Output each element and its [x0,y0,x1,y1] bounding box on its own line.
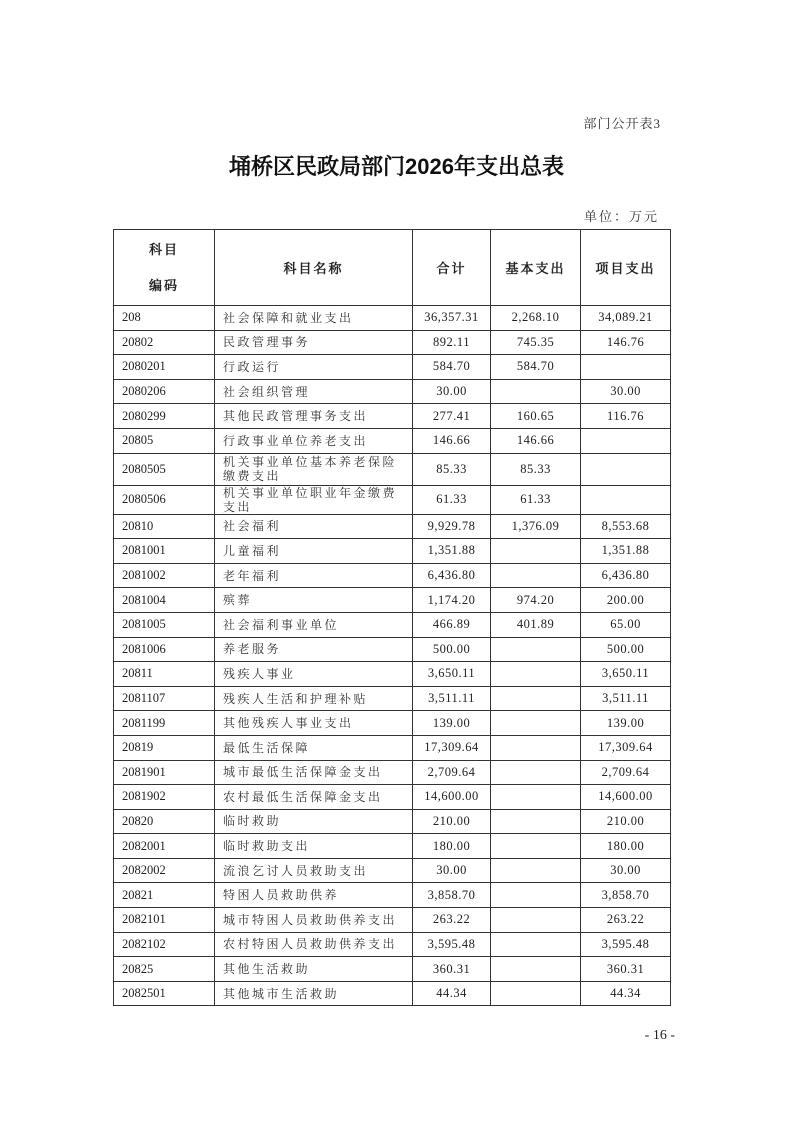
cell-total: 180.00 [413,834,491,859]
cell-name: 其他生活救助 [215,957,413,982]
page-number: - 16 - [644,1028,675,1043]
cell-name: 最低生活保障 [215,735,413,760]
cell-name: 儿童福利 [215,539,413,564]
cell-project: 1,351.88 [581,539,671,564]
unit-label: 单位：万元 [583,209,659,224]
cell-code: 20825 [114,957,215,982]
cell-total: 6,436.80 [413,563,491,588]
cell-name: 社会组织管理 [215,379,413,404]
cell-code: 2082002 [114,858,215,883]
table-row [114,932,671,957]
cell-basic [491,711,581,736]
cell-code: 20805 [114,428,215,453]
cell-name: 机关事业单位职业年金缴费支出 [215,485,413,514]
cell-basic [491,735,581,760]
cell-code: 2081004 [114,588,215,613]
table-row [114,908,671,933]
cell-total: 139.00 [413,711,491,736]
cell-code: 2080201 [114,355,215,380]
cell-basic [491,981,581,1006]
cell-basic [491,834,581,859]
cell-project: 2,709.64 [581,760,671,785]
cell-code: 2082501 [114,981,215,1006]
cell-project: 360.31 [581,957,671,982]
cell-name: 临时救助 [215,809,413,834]
cell-basic [491,858,581,883]
cell-name: 农村最低生活保障金支出 [215,785,413,810]
table-row [114,404,671,429]
table-row [114,485,671,514]
cell-basic [491,760,581,785]
cell-basic: 85.33 [491,453,581,485]
cell-project: 8,553.68 [581,514,671,539]
cell-total: 3,858.70 [413,883,491,908]
cell-project [581,453,671,485]
header-code-line2: 编码 [148,277,179,293]
cell-basic: 584.70 [491,355,581,380]
cell-project [581,355,671,380]
cell-project: 30.00 [581,379,671,404]
cell-total: 17,309.64 [413,735,491,760]
cell-total: 44.34 [413,981,491,1006]
cell-code: 208 [114,306,215,331]
cell-name: 民政管理事务 [215,330,413,355]
cell-project: 200.00 [581,588,671,613]
table-row [114,514,671,539]
cell-name: 殡葬 [215,588,413,613]
cell-total: 500.00 [413,637,491,662]
cell-name: 特困人员救助供养 [215,883,413,908]
table-row [114,735,671,760]
cell-name: 行政事业单位养老支出 [215,428,413,453]
cell-name: 临时救助支出 [215,834,413,859]
cell-project: 14,600.00 [581,785,671,810]
cell-project: 139.00 [581,711,671,736]
cell-total: 30.00 [413,379,491,404]
table-row [114,883,671,908]
table-row [114,637,671,662]
header-name: 科目名称 [215,230,413,306]
cell-basic [491,563,581,588]
form-tag: 部门公开表3 [583,116,661,131]
header-total: 合计 [413,230,491,306]
cell-project [581,428,671,453]
cell-code: 2082102 [114,932,215,957]
table-row [114,834,671,859]
cell-total: 14,600.00 [413,785,491,810]
expenditure-table [113,229,671,1006]
cell-name: 社会福利事业单位 [215,612,413,637]
cell-project: 146.76 [581,330,671,355]
cell-code: 2081005 [114,612,215,637]
cell-code: 20819 [114,735,215,760]
cell-project: 3,595.48 [581,932,671,957]
cell-basic [491,908,581,933]
cell-code: 20821 [114,883,215,908]
cell-name: 其他残疾人事业支出 [215,711,413,736]
cell-basic: 745.35 [491,330,581,355]
table-row [114,355,671,380]
cell-name: 流浪乞讨人员救助支出 [215,858,413,883]
cell-total: 360.31 [413,957,491,982]
page-title: 埇桥区民政局部门2026年支出总表 [229,154,564,179]
table-row [114,428,671,453]
cell-total: 146.66 [413,428,491,453]
table-row [114,330,671,355]
cell-code: 2080506 [114,485,215,514]
table-row [114,539,671,564]
cell-basic [491,379,581,404]
cell-project: 30.00 [581,858,671,883]
cell-basic [491,932,581,957]
table-row [114,981,671,1006]
cell-total: 3,595.48 [413,932,491,957]
cell-basic: 401.89 [491,612,581,637]
table-row [114,760,671,785]
cell-project: 116.76 [581,404,671,429]
cell-basic [491,662,581,687]
cell-name: 机关事业单位基本养老保险缴费支出 [215,453,413,485]
cell-name: 农村特困人员救助供养支出 [215,932,413,957]
cell-total: 30.00 [413,858,491,883]
header-project: 项目支出 [581,230,671,306]
cell-basic [491,686,581,711]
cell-total: 892.11 [413,330,491,355]
cell-code: 2081006 [114,637,215,662]
cell-project [581,485,671,514]
cell-code: 2081107 [114,686,215,711]
cell-code: 2082101 [114,908,215,933]
header-code [114,230,215,306]
cell-basic [491,539,581,564]
cell-basic: 146.66 [491,428,581,453]
cell-name: 其他民政管理事务支出 [215,404,413,429]
header-basic: 基本支出 [491,230,581,306]
cell-project: 3,511.11 [581,686,671,711]
cell-code: 2080505 [114,453,215,485]
cell-code: 20802 [114,330,215,355]
cell-project: 3,650.11 [581,662,671,687]
cell-project: 34,089.21 [581,306,671,331]
cell-basic [491,785,581,810]
cell-basic [491,883,581,908]
cell-total: 36,357.31 [413,306,491,331]
table-row [114,957,671,982]
cell-basic [491,957,581,982]
cell-total: 584.70 [413,355,491,380]
cell-total: 85.33 [413,453,491,485]
table-row [114,809,671,834]
cell-code: 2080299 [114,404,215,429]
table-row [114,306,671,331]
cell-total: 1,351.88 [413,539,491,564]
cell-code: 20811 [114,662,215,687]
cell-code: 2081901 [114,760,215,785]
cell-project: 210.00 [581,809,671,834]
cell-code: 2081001 [114,539,215,564]
cell-name: 城市最低生活保障金支出 [215,760,413,785]
table-header-row [114,230,671,306]
table-row [114,662,671,687]
cell-total: 3,511.11 [413,686,491,711]
table-row [114,686,671,711]
table-row [114,612,671,637]
cell-name: 养老服务 [215,637,413,662]
cell-total: 9,929.78 [413,514,491,539]
header-code-line1: 科目 [148,241,179,257]
cell-name: 残疾人生活和护理补贴 [215,686,413,711]
cell-project: 500.00 [581,637,671,662]
cell-basic: 160.65 [491,404,581,429]
cell-project: 65.00 [581,612,671,637]
cell-code: 2081002 [114,563,215,588]
cell-code: 2081199 [114,711,215,736]
table-row [114,785,671,810]
table-row [114,453,671,485]
cell-project: 17,309.64 [581,735,671,760]
cell-total: 1,174.20 [413,588,491,613]
cell-name: 社会福利 [215,514,413,539]
cell-project: 6,436.80 [581,563,671,588]
cell-total: 263.22 [413,908,491,933]
cell-total: 210.00 [413,809,491,834]
cell-code: 2082001 [114,834,215,859]
cell-project: 263.22 [581,908,671,933]
table-row [114,711,671,736]
cell-basic [491,809,581,834]
cell-name: 残疾人事业 [215,662,413,687]
cell-basic: 1,376.09 [491,514,581,539]
cell-project: 180.00 [581,834,671,859]
cell-name: 城市特困人员救助供养支出 [215,908,413,933]
cell-code: 2081902 [114,785,215,810]
table-row [114,563,671,588]
cell-project: 3,858.70 [581,883,671,908]
cell-total: 3,650.11 [413,662,491,687]
cell-total: 466.89 [413,612,491,637]
cell-name: 行政运行 [215,355,413,380]
cell-project: 44.34 [581,981,671,1006]
table-row [114,858,671,883]
cell-code: 2080206 [114,379,215,404]
table-row [114,379,671,404]
cell-name: 老年福利 [215,563,413,588]
cell-basic: 61.33 [491,485,581,514]
cell-total: 277.41 [413,404,491,429]
cell-name: 社会保障和就业支出 [215,306,413,331]
table-row [114,588,671,613]
cell-code: 20810 [114,514,215,539]
cell-basic: 2,268.10 [491,306,581,331]
cell-total: 61.33 [413,485,491,514]
cell-name: 其他城市生活救助 [215,981,413,1006]
cell-total: 2,709.64 [413,760,491,785]
cell-basic [491,637,581,662]
cell-code: 20820 [114,809,215,834]
cell-basic: 974.20 [491,588,581,613]
